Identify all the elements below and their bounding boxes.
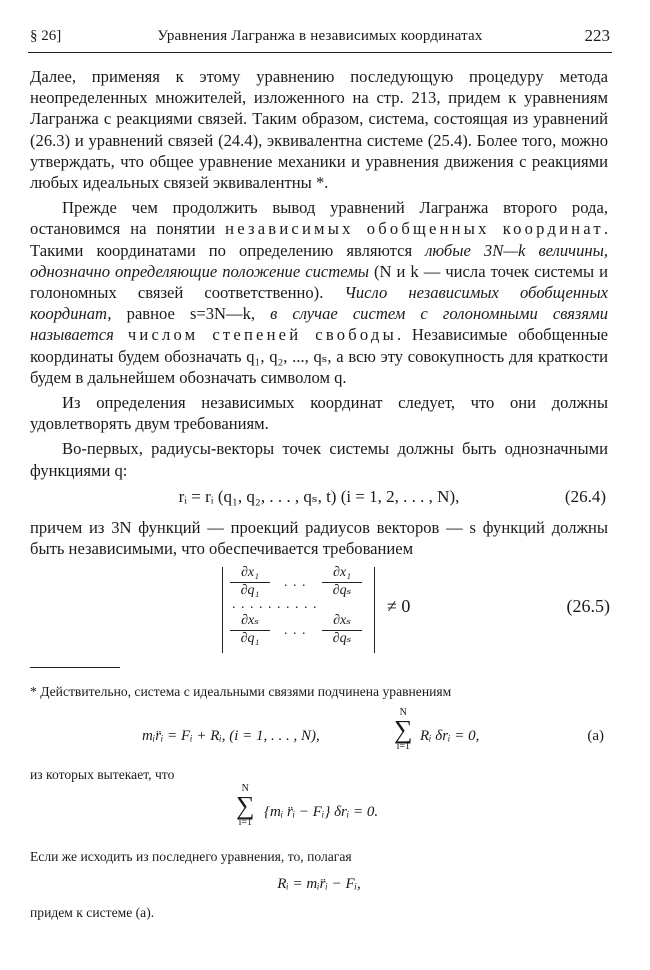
- header-rule: [28, 52, 612, 53]
- determinant-right-bar: [374, 567, 375, 653]
- paragraph-1: Далее, применяя к этому уравнению последующую процедуру метода неопределенных множителей, изложенного на стр. 213, придем к уравнениям Лагранжа с реакциями связей. Таким образом, система, состоящая из уравнений (26.3) и уравнений связей (24.4), эквивалентна системе (25.4). Более того, можно утверждать, что общее уравнение механики и уравнения движения с реакциями любых идеальных связей эквивалентны *.: [30, 67, 608, 193]
- eq-a-right: Rᵢ δrᵢ = 0,: [420, 728, 480, 744]
- p2-degrees-of-freedom: числом степеней свободы: [113, 325, 397, 345]
- p2-italic-called: в случае систем с голономными связями называется: [30, 304, 608, 345]
- p2-definition-italic: любые 3N—k величины, однозначно определяющие положение системы: [30, 240, 608, 281]
- element-1s: $\frac{\text{∂x₁}}{\text{∂qₛ}}$: [322, 565, 362, 599]
- footnote-rule: [30, 667, 120, 668]
- section-ref: § 26]: [30, 28, 62, 44]
- running-header: [30, 28, 610, 50]
- eq-b-body: {mᵢ r̈ᵢ − Fᵢ} δrᵢ = 0.: [264, 804, 379, 820]
- p2-g: равное s=3N—k,: [111, 304, 271, 324]
- p2-a: Прежде чем продолжить вывод уравнений Лагранжа второго рода, остановимся на понятии: [30, 198, 608, 239]
- main-text: [30, 66, 608, 481]
- footnote-arrive: придем к системе (а).: [30, 905, 155, 920]
- eq-c-body: Rᵢ = mᵢr̈ᵢ − Fᵢ,: [277, 876, 361, 892]
- main-text-2: [30, 517, 608, 559]
- p2-italic-count: Число независимых обобщенных координат,: [30, 283, 608, 324]
- eq-a-sum: N ∑ i=1: [394, 707, 413, 752]
- determinant-left-bar: [222, 567, 223, 653]
- row1-dots: . . .: [284, 575, 307, 590]
- element-ss: $\frac{\text{∂xₛ}}{\text{∂qₛ}}$: [322, 613, 362, 647]
- footnote-equation-a: [30, 708, 608, 768]
- paragraph-4: Во-первых, радиусы-векторы точек системы должны быть однозначными функциями q:: [30, 439, 608, 480]
- equation-26-4-body: rᵢ = rᵢ (q₁, q₂, . . . , qₛ, t) (i = 1, 2, . . . , N),: [178, 487, 460, 506]
- footnote-if: Если же исходить из последнего уравнения, то, полагая: [30, 849, 352, 864]
- paragraph-2: [30, 197, 608, 388]
- row2-dots: . . .: [284, 623, 307, 638]
- page-number: 223: [584, 26, 610, 45]
- eq-b-sum: N ∑ i=1: [236, 783, 255, 828]
- eq-a-label: (a): [587, 728, 604, 744]
- p2-spaced-term: независимых обобщенных координат: [225, 219, 604, 239]
- paragraph-3: Из определения независимых координат следует, что они должны удовлетворять двум требованиям.: [30, 393, 608, 434]
- not-equal-zero: ≠ 0: [387, 596, 411, 616]
- element-11: $\frac{\text{∂x₁}}{\text{∂q₁}}$: [230, 565, 270, 599]
- p2-c: . Такими координатами по определению являются: [30, 219, 608, 260]
- p2-j: . Независимые обобщенные координаты будем обозначать q₁, q₂, ..., qₛ, а всю эту совокупность для краткости будем в дальнейшем обозначать символом q.: [30, 325, 608, 387]
- eq-a-left: mᵢr̈ᵢ = Fᵢ + Rᵢ, (i = 1, . . . , N),: [142, 728, 320, 744]
- equation-26-4-number: (26.4): [564, 487, 606, 506]
- p2-e: (N и k — числа точек системы и голономных связей соответственно).: [30, 261, 609, 303]
- paragraph-5: причем из 3N функций — проекций радиусов векторов — s функций должны быть независимыми, что обеспечивается требованием: [30, 518, 608, 559]
- element-s1: $\frac{\text{∂xₛ}}{\text{∂q₁}}$: [230, 613, 270, 647]
- equation-26-5-number: (26.5): [566, 596, 610, 616]
- footnote-follows: из которых вытекает, что: [30, 767, 175, 782]
- footnote-intro: * Действительно, система с идеальными связями подчинена уравнениям: [30, 684, 452, 699]
- footnote-equation-b: [30, 784, 608, 840]
- running-title: Уравнения Лагранжа в независимых координатах: [157, 28, 483, 44]
- footnote-equation-c: [30, 876, 608, 898]
- jacobian-determinant: [222, 565, 382, 655]
- middle-dots: . . . . . . . . . .: [232, 597, 318, 612]
